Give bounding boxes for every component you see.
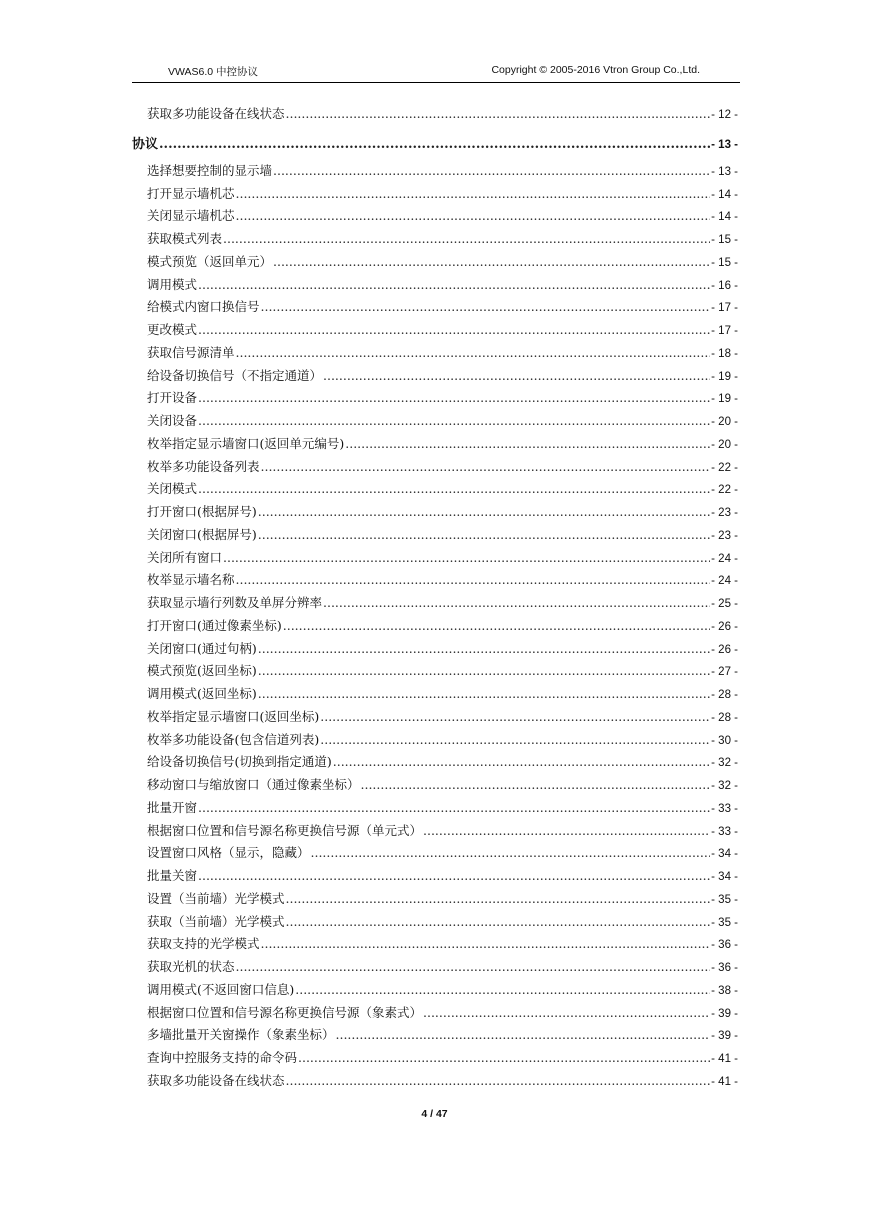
toc-entry-page: - 14 - — [711, 188, 738, 201]
toc-entry-title: 枚举指定显示墙窗口(返回单元编号) — [147, 435, 345, 451]
toc-entry[interactable] — [132, 275, 738, 298]
toc-entry-title: 批量关窗 — [147, 868, 198, 883]
table-of-contents — [132, 104, 738, 1094]
toc-entry-page: - 24 - — [711, 575, 738, 588]
toc-entry[interactable] — [132, 707, 738, 730]
toc-entry-page: - 41 - — [711, 1053, 738, 1065]
toc-dot-leader — [323, 595, 710, 610]
toc-entry-page: - 20 - — [711, 416, 738, 428]
toc-entry-title: 获取（当前墙）光学模式 — [147, 913, 285, 929]
toc-entry[interactable] — [132, 479, 738, 502]
toc-dot-leader — [320, 732, 710, 747]
toc-dot-leader — [258, 686, 710, 701]
toc-entry[interactable] — [132, 411, 738, 434]
toc-entry[interactable] — [132, 320, 738, 343]
toc-entry-title: 打开窗口(根据屏号) — [147, 504, 257, 519]
toc-entry[interactable] — [132, 775, 738, 798]
toc-dot-leader — [223, 231, 710, 246]
toc-entry[interactable] — [132, 104, 738, 127]
toc-entry[interactable] — [132, 866, 738, 889]
toc-dot-leader — [286, 891, 711, 906]
toc-entry[interactable] — [132, 1071, 738, 1094]
toc-entry[interactable] — [132, 366, 738, 389]
toc-entry[interactable] — [132, 297, 738, 320]
toc-entry[interactable] — [132, 525, 738, 548]
toc-entry-title: 调用模式(不返回窗口信息) — [147, 981, 295, 997]
toc-entry[interactable] — [132, 1048, 738, 1071]
toc-entry-page: - 12 - — [711, 109, 738, 121]
toc-entry[interactable] — [132, 206, 738, 229]
toc-dot-leader — [198, 322, 710, 337]
toc-entry[interactable] — [132, 889, 738, 912]
toc-entry-page: - 23 - — [711, 507, 738, 519]
toc-dot-leader — [159, 137, 710, 152]
toc-dot-leader — [336, 1027, 711, 1042]
toc-entry[interactable] — [132, 639, 738, 662]
toc-entry-title: 根据窗口位置和信号源名称更换信号源（单元式） — [147, 822, 423, 838]
toc-dot-leader — [333, 754, 710, 769]
toc-entry-title: 关闭显示墙机芯 — [147, 208, 235, 224]
toc-entry-title: 移动窗口与缩放窗口（通过像素坐标） — [147, 777, 360, 792]
toc-dot-leader — [295, 982, 710, 997]
toc-entry-title: 枚举多功能设备列表 — [147, 458, 260, 474]
toc-entry-page: - 19 - — [711, 370, 738, 383]
toc-entry-title: 获取光机的状态 — [147, 959, 235, 974]
toc-entry[interactable] — [132, 934, 738, 957]
toc-entry[interactable] — [132, 843, 738, 866]
toc-entry[interactable] — [132, 252, 738, 275]
header-copyright: Copyright © 2005-2016 Vtron Group Co.,Ltd. — [491, 64, 700, 76]
toc-entry[interactable] — [132, 229, 738, 252]
toc-entry[interactable] — [132, 343, 738, 366]
toc-section-entry[interactable] — [132, 127, 738, 161]
toc-dot-leader — [323, 368, 710, 383]
toc-entry-title: 批量开窗 — [147, 799, 198, 815]
toc-dot-leader — [345, 436, 710, 451]
toc-entry-title: 协议 — [132, 136, 159, 152]
toc-entry[interactable] — [132, 184, 738, 207]
toc-entry-title: 获取多功能设备在线状态 — [147, 1072, 285, 1088]
toc-entry-page: - 17 - — [711, 302, 738, 315]
toc-entry-title: 获取支持的光学模式 — [147, 936, 260, 952]
toc-entry[interactable] — [132, 730, 738, 753]
toc-entry-page: - 15 - — [711, 256, 738, 269]
toc-entry-page: - 34 - — [711, 871, 738, 883]
toc-entry-title: 更改模式 — [147, 322, 198, 337]
toc-entry-page: - 28 - — [711, 689, 738, 701]
toc-entry-page: - 17 - — [711, 325, 738, 337]
toc-entry-page: - 28 - — [711, 711, 738, 724]
toc-entry-title: 设置（当前墙）光学模式 — [147, 890, 285, 906]
toc-entry[interactable] — [132, 457, 738, 480]
header-document-title: VWAS6.0 中控协议 — [168, 66, 259, 78]
toc-entry-page: - 19 - — [711, 393, 738, 406]
toc-entry[interactable] — [132, 434, 738, 457]
toc-entry-page: - 32 - — [711, 780, 738, 792]
toc-dot-leader — [273, 163, 710, 178]
toc-entry-page: - 33 - — [711, 802, 738, 815]
toc-dot-leader — [286, 914, 711, 929]
toc-dot-leader — [198, 481, 710, 496]
toc-entry-page: - 32 - — [711, 757, 738, 770]
toc-entry-title: 打开窗口(通过像素坐标) — [147, 617, 282, 633]
toc-entry[interactable] — [132, 593, 738, 616]
toc-entry[interactable] — [132, 980, 738, 1003]
toc-entry-title: 获取模式列表 — [147, 231, 223, 246]
toc-dot-leader — [286, 1073, 711, 1088]
toc-entry[interactable] — [132, 684, 738, 707]
toc-entry-title: 给设备切换信号(切换到指定通道) — [147, 754, 332, 770]
toc-entry-page: - 38 - — [711, 984, 738, 997]
toc-entry-title: 选择想要控制的显示墙 — [147, 162, 273, 178]
toc-dot-leader — [258, 504, 710, 519]
toc-entry-page: - 16 - — [711, 279, 738, 292]
toc-entry-page: - 41 - — [711, 1075, 738, 1088]
toc-entry-title: 给设备切换信号（不指定通道） — [147, 367, 323, 383]
toc-entry-title: 关闭设备 — [147, 413, 198, 428]
page-number-footer: 4 / 47 — [421, 1108, 448, 1120]
toc-entry-page: - 36 - — [711, 939, 738, 952]
toc-entry-page: - 18 - — [711, 347, 738, 360]
toc-entry-page: - 22 - — [711, 484, 738, 497]
toc-dot-leader — [273, 254, 710, 269]
toc-entry[interactable] — [132, 570, 738, 593]
toc-entry-page: - 26 - — [711, 643, 738, 656]
toc-entry-title: 给模式内窗口换信号 — [147, 299, 260, 315]
toc-entry-title: 查询中控服务支持的命令码 — [147, 1050, 298, 1065]
toc-entry[interactable] — [132, 388, 738, 411]
toc-dot-leader — [258, 527, 710, 542]
toc-dot-leader — [286, 106, 711, 121]
toc-dot-leader — [258, 663, 710, 678]
toc-entry-title: 获取信号源清单 — [147, 344, 235, 360]
toc-entry[interactable] — [132, 752, 738, 775]
toc-entry-page: - 33 - — [711, 825, 738, 838]
toc-entry[interactable] — [132, 821, 738, 844]
toc-dot-leader — [236, 572, 711, 587]
toc-dot-leader — [198, 868, 710, 883]
toc-dot-leader — [198, 390, 710, 405]
toc-entry-page: - 35 - — [711, 893, 738, 906]
toc-entry-title: 调用模式 — [147, 276, 198, 292]
toc-entry-title: 调用模式(返回坐标) — [147, 686, 257, 701]
toc-entry-page: - 39 - — [711, 1030, 738, 1043]
toc-dot-leader — [423, 823, 710, 838]
toc-entry-page: - 34 - — [711, 848, 738, 861]
toc-dot-leader — [223, 550, 710, 565]
toc-entry-title: 获取显示墙行列数及单屏分辨率 — [147, 595, 323, 610]
toc-entry-title: 关闭窗口(根据屏号) — [147, 526, 257, 542]
toc-entry-title: 模式预览（返回单元） — [147, 253, 273, 269]
toc-dot-leader — [298, 1050, 710, 1065]
toc-entry[interactable] — [132, 798, 738, 821]
toc-dot-leader — [236, 345, 711, 360]
toc-dot-leader — [361, 777, 711, 792]
toc-dot-leader — [283, 618, 710, 633]
toc-entry-title: 设置窗口风格（显示，隐藏） — [147, 845, 310, 861]
toc-entry-title: 打开设备 — [147, 390, 198, 406]
toc-entry-title: 多墙批量开关窗操作（象素坐标） — [147, 1027, 335, 1043]
toc-entry-title: 关闭模式 — [147, 481, 198, 497]
toc-entry-title: 枚举显示墙名称 — [147, 572, 235, 588]
toc-dot-leader — [320, 709, 710, 724]
toc-entry-page: - 36 - — [711, 962, 738, 974]
toc-entry-title: 根据窗口位置和信号源名称更换信号源（象素式） — [147, 1004, 423, 1020]
toc-dot-leader — [198, 413, 710, 428]
toc-dot-leader — [236, 959, 711, 974]
toc-dot-leader — [261, 299, 711, 314]
toc-dot-leader — [236, 208, 711, 223]
toc-entry-title: 模式预览(返回坐标) — [147, 663, 257, 679]
toc-entry-page: - 14 - — [711, 211, 738, 224]
toc-entry-title: 枚举指定显示墙窗口(返回坐标) — [147, 708, 320, 724]
toc-entry-title: 关闭所有窗口 — [147, 549, 223, 565]
toc-entry[interactable] — [132, 161, 738, 184]
toc-dot-leader — [261, 459, 711, 474]
toc-entry[interactable] — [132, 616, 738, 639]
toc-entry-page: - 24 - — [711, 552, 738, 565]
toc-entry-page: - 30 - — [711, 734, 738, 747]
toc-entry[interactable] — [132, 957, 738, 980]
toc-entry-title: 获取多功能设备在线状态 — [147, 106, 285, 121]
toc-dot-leader — [198, 800, 710, 815]
toc-entry-title: 枚举多功能设备(包含信道列表) — [147, 731, 320, 747]
toc-dot-leader — [258, 641, 710, 656]
toc-dot-leader — [236, 186, 711, 201]
toc-entry[interactable] — [132, 912, 738, 935]
toc-entry-page: - 39 - — [711, 1007, 738, 1020]
toc-dot-leader — [261, 936, 711, 951]
toc-entry[interactable] — [132, 502, 738, 525]
toc-entry-page: - 23 - — [711, 529, 738, 542]
toc-entry-page: - 13 - — [711, 165, 738, 178]
toc-entry-page: - 15 - — [711, 234, 738, 246]
toc-entry-title: 关闭窗口(通过句柄) — [147, 640, 257, 656]
toc-entry[interactable] — [132, 548, 738, 571]
toc-entry-page: - 25 - — [711, 598, 738, 610]
toc-entry-page: - 35 - — [711, 916, 738, 929]
toc-entry-page: - 13 - — [711, 138, 738, 151]
toc-dot-leader — [311, 845, 711, 860]
toc-entry-page: - 27 - — [711, 666, 738, 679]
page-header — [132, 62, 740, 83]
toc-dot-leader — [198, 277, 710, 292]
toc-dot-leader — [423, 1005, 710, 1020]
toc-entry[interactable] — [132, 661, 738, 684]
toc-entry-title: 打开显示墙机芯 — [147, 185, 235, 201]
toc-entry[interactable] — [132, 1003, 738, 1026]
toc-entry[interactable] — [132, 1025, 738, 1048]
toc-entry-page: - 22 - — [711, 461, 738, 474]
toc-entry-page: - 20 - — [711, 438, 738, 451]
toc-entry-page: - 26 - — [711, 620, 738, 633]
